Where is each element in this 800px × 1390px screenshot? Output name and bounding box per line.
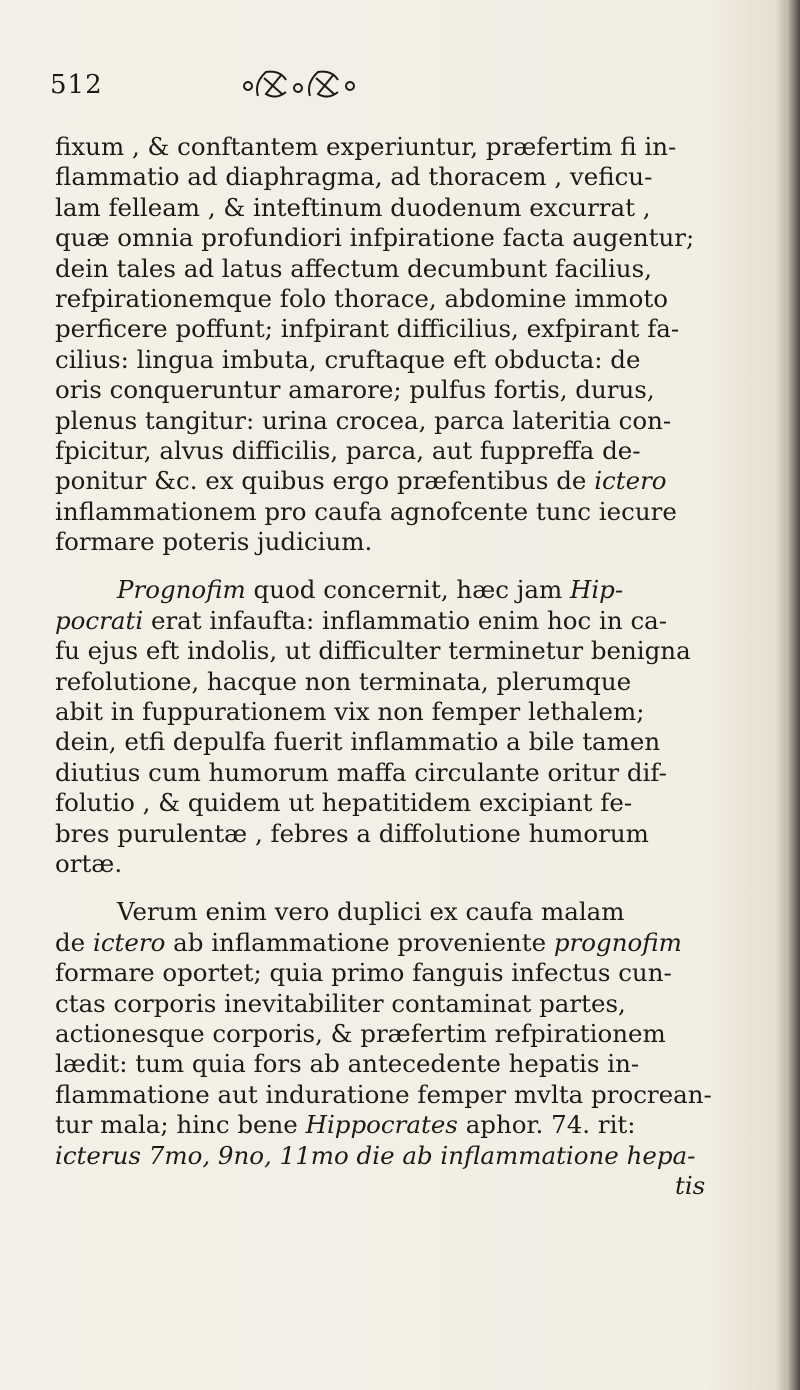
text-line: lædit: tum quia fors ab antecedente hepatis in-: [55, 1049, 640, 1079]
text-line: [55, 606, 745, 636]
text-line: [55, 1110, 745, 1140]
text-line: ctas corporis inevitabiliter contaminat partes,: [55, 988, 626, 1018]
text-line: fixum , & conftantem experiuntur, præfertim fi in-: [55, 132, 677, 161]
text-line: plenus tangitur: urina crocea, parca lateritia con-: [55, 405, 672, 435]
text-line: inflammationem pro caufa agnofcente tunc iecure: [55, 496, 677, 526]
text-line: [55, 466, 745, 496]
page-edge-shadow: [786, 0, 800, 1390]
text-span: ab inflammatione proveniente: [165, 927, 554, 957]
italic-span: 7mo, 9no, 11mo die ab inflammatione hepa-: [148, 1140, 696, 1170]
italic-term: icterus: [55, 1140, 141, 1170]
text-line: folutio , & quidem ut hepatitidem excipiant fe-: [55, 788, 633, 818]
catchword: tis: [675, 1170, 706, 1200]
text-line: oris conqueruntur amarore; pulfus fortis, durus,: [55, 375, 655, 405]
text-line: bres purulentæ , febres a diffolutione humorum: [55, 818, 649, 848]
page-header: [50, 62, 650, 102]
text-line: cilius: lingua imbuta, cruftaque eft obducta: de: [55, 344, 641, 374]
text-span: aphor. 74. rit:: [465, 1110, 636, 1140]
italic-term: Prognofim: [117, 575, 246, 605]
italic-term: pocrati: [55, 605, 144, 635]
text-line: diutius cum humorum maffa circulante oritur dif-: [55, 757, 667, 787]
text-span: tur mala; hinc bene: [55, 1110, 306, 1140]
text-line: abit in fuppurationem vix non femper lethalem;: [55, 697, 645, 727]
italic-term: ictero: [92, 927, 166, 957]
italic-term: Hippocrates: [305, 1110, 458, 1140]
text-line: lam felleam , & inteftinum duodenum excurrat ,: [55, 192, 651, 222]
text-line: quæ omnia profundiori infpiratione facta augentur;: [55, 223, 695, 253]
text-line: [55, 1141, 745, 1171]
page-number: 512: [50, 70, 103, 100]
body-text: [55, 132, 745, 1201]
text-line: [55, 575, 745, 605]
text-line: Verum enim vero duplici ex caufa malam: [117, 897, 625, 927]
italic-term: Hip-: [569, 575, 624, 605]
text-line: refolutione, hacque non terminata, plerumque: [55, 666, 632, 696]
text-line: fu ejus eft indolis, ut difficulter terminetur benigna: [55, 636, 691, 666]
text-line: perficere poffunt; infpirant difficilius, exfpirant fa-: [55, 314, 680, 344]
text-span: ponitur &c. ex quibus ergo præfentibus de: [55, 466, 595, 496]
italic-term: prognofim: [553, 927, 682, 957]
text-line: flammatione aut induratione femper mvlta procrean-: [55, 1079, 712, 1109]
text-line: dein, etfi depulfa fuerit inflammatio a bile tamen: [55, 727, 661, 757]
text-line: ortæ.: [55, 848, 123, 878]
text-line: formare poteris judicium.: [55, 527, 373, 557]
text-line: refpirationemque folo thorace, abdomine immoto: [55, 283, 668, 313]
text-line: formare oportet; quia primo fanguis infectus cun-: [55, 958, 672, 988]
text-line: actionesque corporis, & præfertim refpirationem: [55, 1018, 666, 1048]
header-ornament: [240, 66, 440, 100]
italic-term: ictero: [594, 466, 667, 496]
text-line: dein tales ad latus affectum decumbunt facilius,: [55, 253, 652, 283]
text-span: erat infaufta: inflammatio enim hoc in ca-: [150, 605, 668, 635]
text-line: flammatio ad diaphragma, ad thoracem , veficu-: [55, 162, 653, 192]
text-line: [55, 928, 745, 958]
text-span: de: [55, 927, 93, 957]
text-span: quod concernit, hæc jam: [253, 575, 570, 605]
text-line: fpicitur, alvus difficilis, parca, aut fuppreffa de-: [55, 435, 641, 465]
